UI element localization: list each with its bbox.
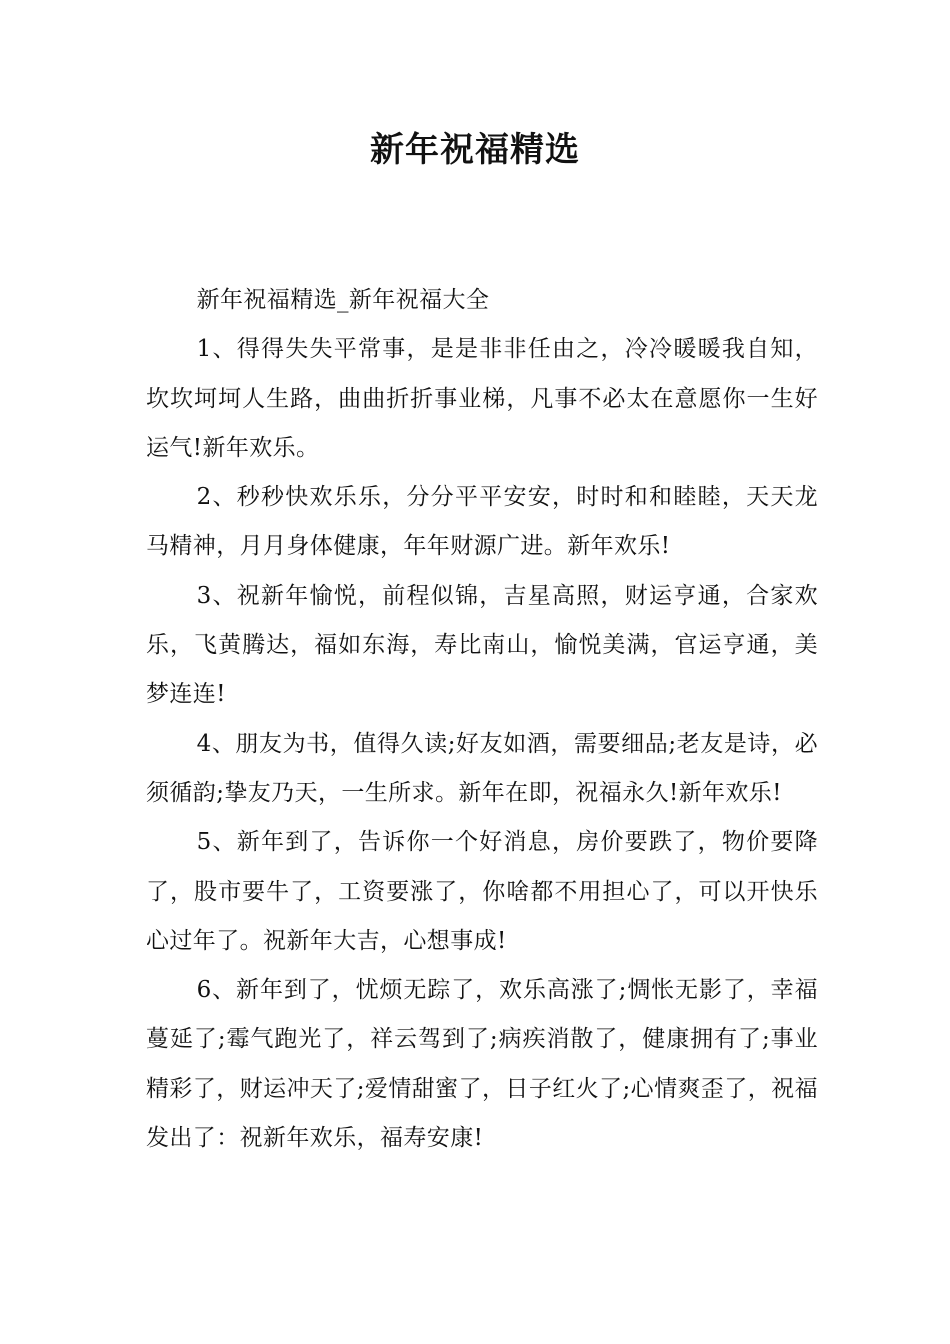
paragraph-subtitle: 新年祝福精选_新年祝福大全	[196, 287, 490, 313]
paragraph-5: 5、新年到了，告诉你一个好消息，房价要跌了，物价要降了，股市要牛了，工资要涨了，你啥都不用担心了，可以开快乐心过年了。祝新年大吉，心想事成!	[146, 829, 818, 954]
paragraph-4: 4、朋友为书，值得久读;好友如酒，需要细品;老友是诗，必须循韵;挚友乃天，一生所求。新年在即，祝福永久!新年欢乐!	[146, 730, 818, 806]
paragraph-3: 3、祝新年愉悦，前程似锦，吉星高照，财运亨通，合家欢乐，飞黄腾达，福如东海，寿比南山，愉悦美满，官运亨通，美梦连连!	[146, 582, 818, 708]
document-title: 新年祝福精选	[370, 130, 580, 170]
paragraph-1: 1、得得失失平常事，是是非非任由之，冷冷暖暖我自知，坎坎坷坷人生路，曲曲折折事业梯，凡事不必太在意愿你一生好运气!新年欢乐。	[146, 336, 818, 461]
paragraph-6: 6、新年到了，忧烦无踪了，欢乐高涨了;惆怅无影了，幸福蔓延了;霉气跑光了，祥云驾到了;病疾消散了，健康拥有了;事业精彩了，财运冲天了;爱情甜蜜了，日子红火了;心情爽歪了，祝福发出了：祝新年欢乐，福寿安康!	[146, 977, 818, 1152]
paragraph-2: 2、秒秒快欢乐乐，分分平平安安，时时和和睦睦，天天龙马精神，月月身体健康，年年财源广进。新年欢乐!	[146, 484, 818, 560]
document-body	[146, 276, 818, 1163]
